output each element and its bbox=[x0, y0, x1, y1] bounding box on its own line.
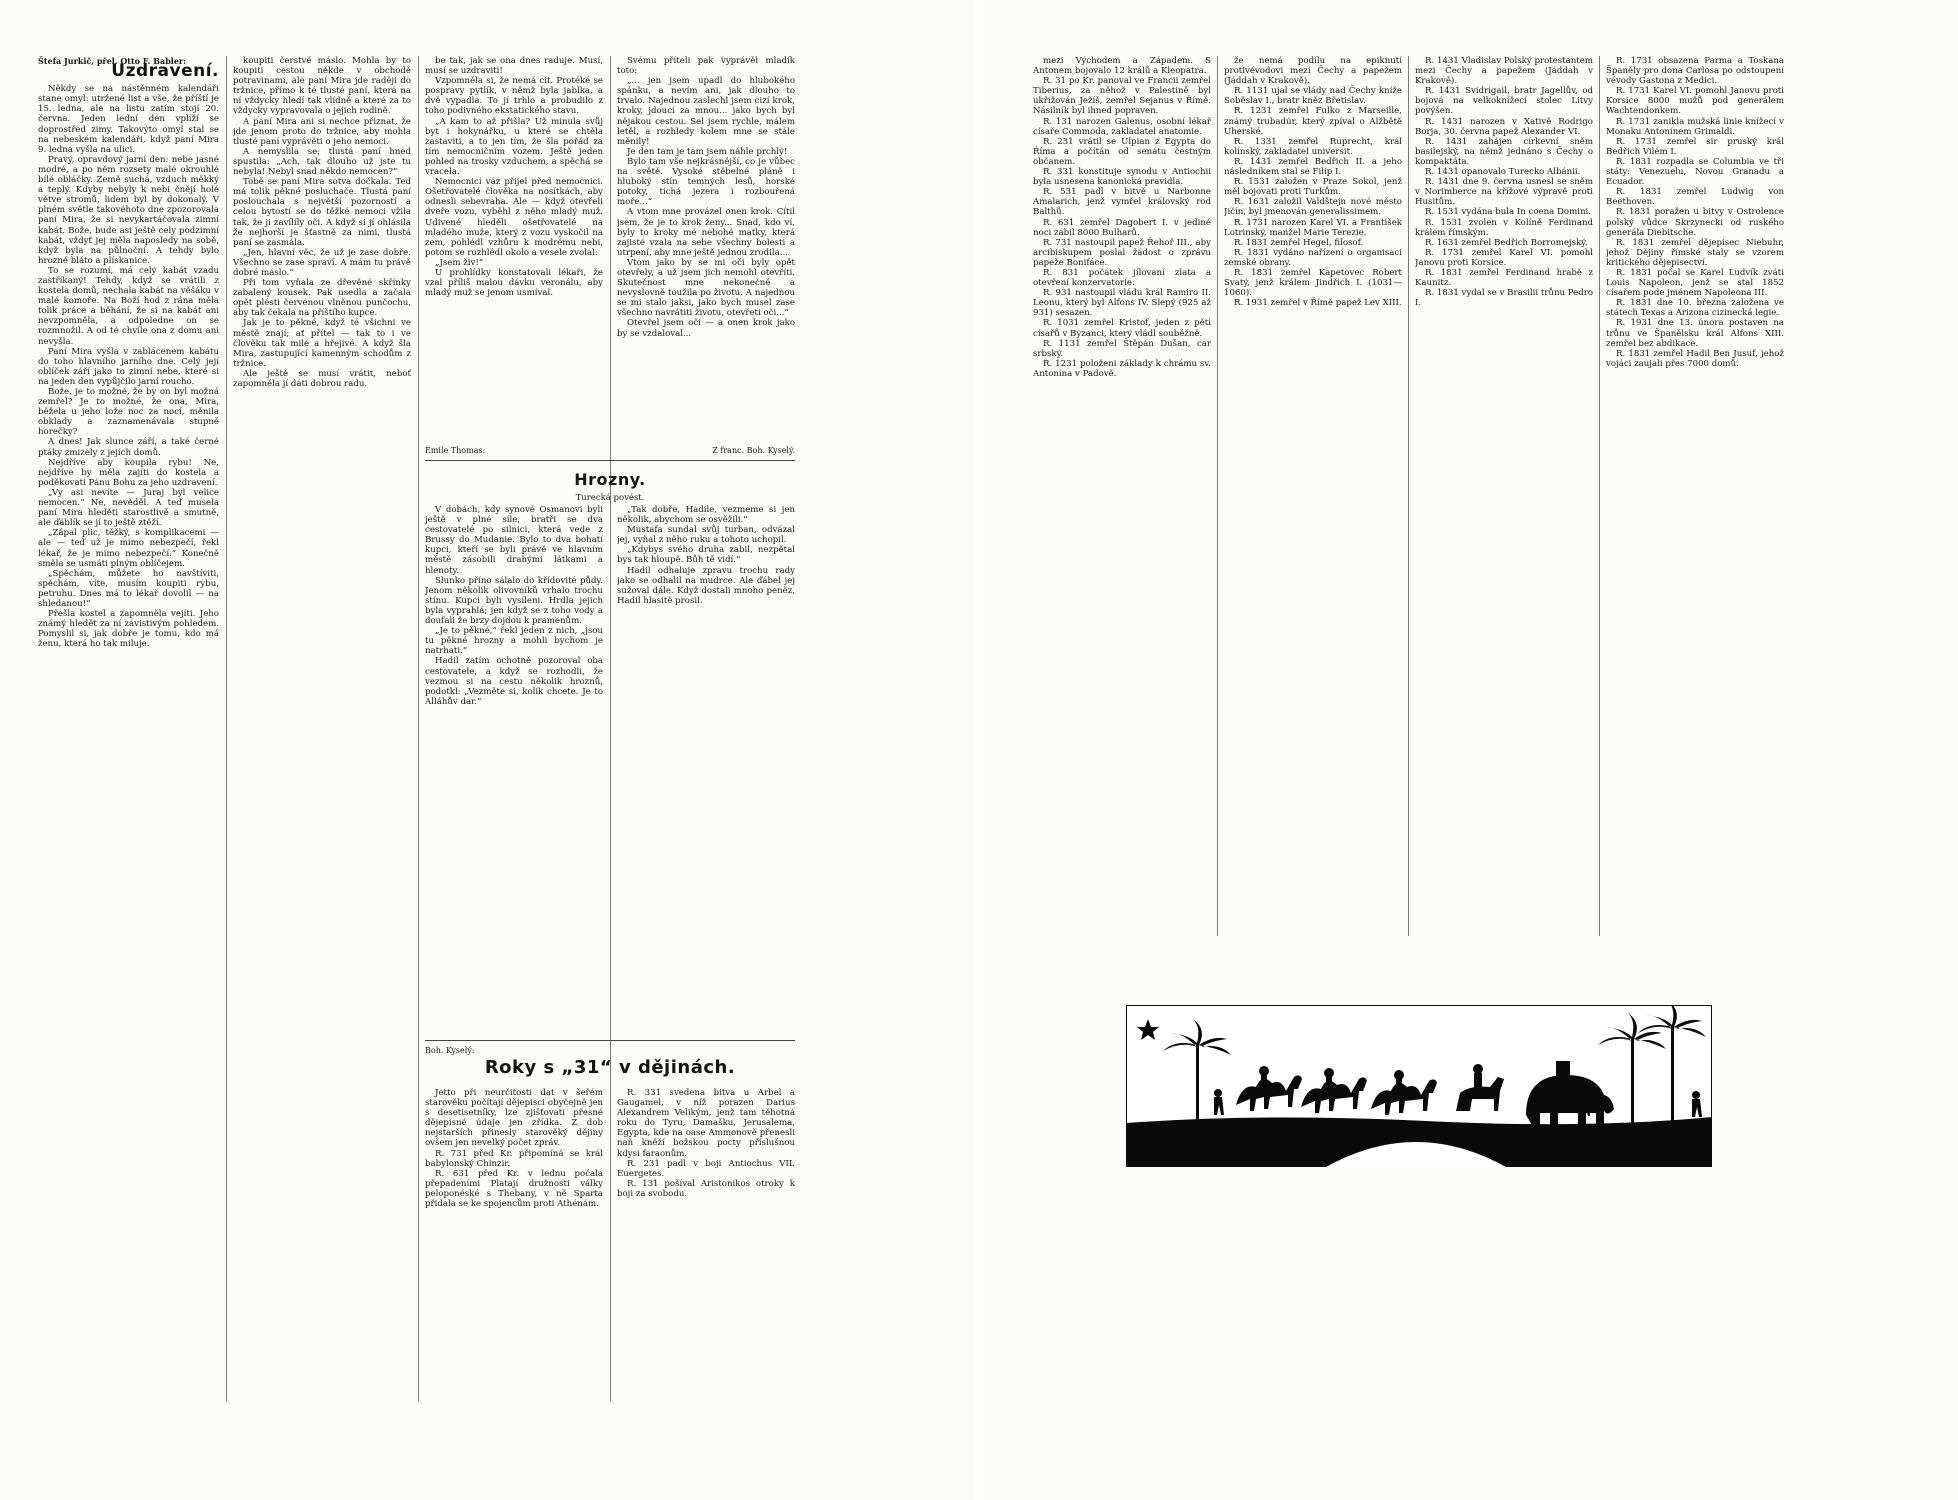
chronology-entry: R. 1831 zemřel Ludwig von Beethoven. bbox=[1606, 187, 1784, 208]
roky-column-a bbox=[425, 1088, 603, 1408]
column-4-top bbox=[617, 56, 795, 441]
paragraph: Vzpomněla si, že nemá cit. Protéké se pospravy pytlík, v němž byla jablka, a dvě vypadla. To jí trhlo a probudilo z toho podivného ekstatického stavu. bbox=[425, 76, 603, 117]
chronology-entry: R. 1831 zemřel Kapetovec Robert Svatý, jenž králem Jindřich I. (1031—1060). bbox=[1224, 267, 1402, 299]
chronology-entry: R. 1731 narozen Karel VI. a František Lotrinský, manžel Marie Terezie. bbox=[1224, 217, 1402, 238]
chronology-entry: R. 1331 zemřel Ruprecht, král kolínský, zakladatel universit. bbox=[1224, 136, 1402, 157]
chronology-entry: mezi Východem a Západem. S Antonem bojovalo 12 králů a Kleopatra. bbox=[1033, 56, 1211, 77]
paragraph: Jetto při neurčitosti dat v šeřém starověku počítají dějepisci obyčejně jen s desetisetníky, lze zjišťovati přesné dějepisné údaje jen zřídka. Z dob nejstarších přinesly starověký dějiny ovšem jen nevelký počet zpráv. bbox=[425, 1088, 603, 1149]
chronology-entry: R. 1631 zemřel Bedřich Borromejský. bbox=[1425, 237, 1588, 248]
paragraph: „A kam to až přišla? Už minula svůj byt i hokynářku, u které se chtěla zastaviti, a to jen tím, že šla pořád za tím nemocničním vozem. Ještě jeden pohled na trosky vzduchem, a spěchá se vracela. bbox=[425, 116, 603, 178]
chronology-entry: R. 1831 vydal se v Brasilii trůnu Pedro I. bbox=[1415, 288, 1593, 309]
paragraph: Mustafa sundal svůj turban, odvázal jej, vyňal z něho ruku a tohoto uchopil. bbox=[617, 525, 795, 546]
chronology-column-3 bbox=[1415, 56, 1593, 956]
chronology-entry: R. 1831 počal se Karel Ludvík zváti Louis Napoleon, jenž se stal 1852 císařem pode jménem Napoleona III. bbox=[1606, 267, 1784, 299]
paragraph: „Je to pěkné,“ řekl jeden z nich, „jsou tu pěkné hrozny a mohli bychom je natrhati.“ bbox=[425, 626, 603, 657]
column-divider bbox=[1599, 56, 1600, 936]
paragraph: Otevřel jsem oči — a onen krok jako by se vzdaloval... bbox=[617, 318, 795, 339]
chronology-entry: R. 1831 rozpadla se Columbia ve tři státy: Venezuelu, Novou Granadu a Ecuador. bbox=[1606, 156, 1784, 188]
chronology-entry: R. 1731 Karel VI. pomohl Janovu proti Korsice 8000 mužů pod generálem Wachtendonkem. bbox=[1606, 86, 1784, 117]
paragraph: To se rozumí, má celý kabát vzadu zastříkaný! Tehdy, když se vrátili z kostela domů, nechala kabát na věšáku v malé komoře. Na Boží hod z rána měla tolik práce a běhání, že si na kabát ani nevzpomněla, a odpoledne on se rozmnožil. A od té chvíle ona z domu ani nevyšla. bbox=[38, 265, 219, 347]
chronology-entry: R. 1431 zahájen církevní sněm basilejský, na němž jednáno s Čechy o kompaktáta. bbox=[1415, 136, 1593, 167]
chronology-entry: R. 1831 zemřel Hegel, filosof. bbox=[1234, 237, 1364, 248]
chronology-entry: R. 1831 dne 10. března založena ve státech Texas a Arizona cizinecká legie. bbox=[1606, 298, 1784, 319]
chronology-entry: R. 931 nastoupil vládu král Ramiro II. Leonu, který byl Alfons IV. Slepý (925 až 931) sesazen. bbox=[1033, 288, 1211, 319]
chronology-entry: R. 231 vrátil se Ulpian z Egypta do Říma a počítán od senátu čestným občanem. bbox=[1033, 136, 1211, 167]
silhouette-illustration bbox=[1126, 1005, 1712, 1167]
chronology-entry: R. 1531 zvolen v Kolíně Ferdinand králem římským. bbox=[1415, 217, 1593, 238]
paragraph: Bože, je to možné, že by on byl možná zemřel? Je to možné, že ona, Mira, běžela u jeho lože noc za nocí, měnila obklady a zaznamenávala stupně horečky? bbox=[38, 387, 219, 438]
paragraph: V dobách, kdy synové Osmanovi byli ještě v plné síle, bratři se dva cestovatelé po silnici, která vede z Brussy do Mudanie. Bylo to dva bohatí kupci, kteří se byli právě ve hlavním městě zásobili drahými látkami a hlenoty. bbox=[425, 505, 603, 576]
chronology-entry: R. 1531 založen v Praze Sokol, jenž měl bojovati proti Turkům. bbox=[1224, 177, 1402, 198]
paragraph: Slunko příno sálalo do křídovité půdy. Jenom několik olivovníků vrhalo trochu stínu. Kupci byli vysíleni. Hrdla jejich byla vyprahlá; jen když se z toho vody a doufali že brzy dojdou k pramenům. bbox=[425, 575, 603, 627]
paragraph: Bylo tam vše nejkrásnější, co je vůbec na světě. Vysoké stěbelné pláně i hluboký stín temných lesů, horské potoky, tichá jezera i rozbouřená moře...“ bbox=[617, 156, 795, 208]
paragraph: A vtom mne provázel onen krok. Cítil jsem, že je to krok ženy... Snad, kdo ví, byly to kroky mé nebohé matky, která zajisté vzala na sebe všechny bolesti a utrpení, aby mne ještě jednou zrodila... bbox=[617, 207, 795, 258]
paragraph: Svému příteli pak vyprávěl mladík toto: bbox=[617, 56, 795, 77]
paragraph: „Tak dobře, Hadile, vezmeme si jen několik, abychom se osvěžili.“ bbox=[617, 505, 795, 526]
chronology-entry: R. 1631 založil Valdštejn nové město Jičín, byl jmenován generalissimem. bbox=[1224, 197, 1402, 218]
chronology-entry: R. 731 nastoupil papež Řehoř III., aby arcibiskupem poslal žádost o zprávu papeže Bonifáce. bbox=[1033, 237, 1211, 268]
chronology-entry: R. 1931 dne 13. února postaven na trůnu ve Španělsku král Alfons XIII. zemřel bez abdikace. bbox=[1606, 318, 1784, 349]
chronology-entry: že nemá podílu na epiknutí protivévodovi mezi Čechy a papežem (Jáddah v Krakově). bbox=[1224, 56, 1402, 87]
column-divider bbox=[610, 56, 611, 1401]
paragraph: R. 731 před Kr. připomíná se král babylonský Chinzir. bbox=[425, 1148, 603, 1169]
story-subtitle: Turecká povést. bbox=[575, 493, 645, 503]
chronology-entry: R. 1431 Svidrigail, bratr Jagellův, od bojová na velkoknížecí stolec Litvy povýšen. bbox=[1415, 86, 1593, 117]
chronology-column-4 bbox=[1606, 56, 1784, 956]
chronology-entry: R. 1731 zemřel Karel VI. pomohl Janovu proti Korsice. bbox=[1415, 247, 1593, 268]
paragraph: „Zápal plic, těžký, s komplikacemi — ale — teď už je mimo nebezpečí, řekl lékař, že je mimo nebezpečí.“ Konečně směla se usmáti plným oblíčejem. bbox=[38, 528, 219, 569]
chronology-entry: R. 31 po Kr. panoval ve Francii zemřel Tiberius, za něhož v Palestině byl ukřižován Ježíš, zemřel Sejanus v Římě. Násilník byl ihned popraven. bbox=[1033, 76, 1211, 117]
chronology-entry: R. 131 narozen Galenus, osobní lékař císaře Commoda, zakladatel anatomie. bbox=[1033, 116, 1211, 137]
hrozny-column-b bbox=[617, 505, 795, 925]
right-newspaper-page bbox=[983, 0, 1958, 1500]
chronology-entry: R. 1431 zemřel Bedřich II. a jeho následníkem stal se Filip I. bbox=[1224, 156, 1402, 178]
paragraph: „Jen, hlavní věc, že už je zase dobře. Všechno se zase spraví. A mám tu právě dobré máslo.“ bbox=[233, 247, 411, 278]
chronology-entry: R. 1831 vydáno nařízení o organisaci zemské obrany. bbox=[1224, 247, 1402, 268]
paragraph: Je den tam je tam jsem náhle prchlý! bbox=[627, 146, 788, 157]
column-divider bbox=[418, 56, 419, 1401]
roky-heading-block bbox=[425, 1046, 795, 1082]
chronology-entry: R. 1831 zemřel dějepisec Niebuhr, jehož Dějiny římské staly se vzorem kritického dějepisectví. bbox=[1606, 237, 1784, 268]
chronology-entry: R. 1831 poražen u bitvy v Ostrolence polský vůdce Skrzynecki od ruského generála Diebitsche. bbox=[1606, 207, 1784, 238]
chronology-entry: R. 331 konstituje synodu v Antiochii byla usnesena kanonická pravidla. bbox=[1033, 167, 1211, 188]
paragraph: Vtom jako by se mi oči byly opět otevřely, a už jsem jich nemohl otevříti. Skutečnost mne nekonečně a nevyslovně toužila po životu. A najednou se mi stalo jaksi, jako bych musel zase všechno navrátiti životu, otevřeti oči...“ bbox=[617, 257, 795, 319]
paragraph: R. 331 svedena bitva u Arbel a Gaugamel, v níž porazen Darius Alexandrem Velikým, jenž tam těhotná roku do Tyru, Damašku, Jerusalema, Egypta, kde na oase Ammonově přenesli naň kněží božskou pocty příslušnou kdysi faraonům. bbox=[617, 1088, 795, 1159]
chronology-entry: R. 1831 zemřel Ferdinand hrabě z Kaunitz. bbox=[1415, 267, 1593, 289]
section-rule bbox=[425, 460, 795, 461]
chronology-entry: R. 1731 zemřel sir pruský král Bedřich Vilém I. bbox=[1606, 136, 1784, 157]
chronology-entry: R. 1431 narozen v Xativě Rodrigo Borja, 30. června papež Alexander VI. bbox=[1415, 116, 1593, 137]
chronology-entry: R. 1031 zemřel Kristof, jeden z pěti císařů v Byzanci, který vládl souběžně. bbox=[1033, 318, 1211, 339]
translator-name: Z franc. Boh. Kyselý. bbox=[712, 446, 795, 455]
paragraph: Přešla kostel a zapomněla vejíti. Jeho známý hledět za ní závistivým pohledem. Pomyslil si, jak dobře je tomu, kdo má ženu, která ho tak miluje. bbox=[38, 609, 219, 650]
chronology-entry: R. 1231 zemřel Fulko z Marseille, známý trubadúr, který zpíval o Alžbětě Uherské. bbox=[1224, 106, 1402, 137]
paragraph: R. 631 před Kr. v lednu počala přepadeními Platají družnosti války peloponéské s Thebany, v ně Sparta přidala se ke spojencům proti Athénám. bbox=[425, 1168, 603, 1210]
paragraph: „... jen jsem upadl do hlubokého spánku, a nevím ani, jak dlouho to trvalo. Najednou zaslechl jsem cizí krok, kroky, jdoucí za mnou... jako bych byl nějakou cestou. Sel jsem rychle, málem letěl, a rozhledy kolem mne se stále měnily! bbox=[617, 76, 795, 147]
story-title-uzdraveni: Uzdravení. bbox=[111, 61, 219, 82]
column-3-top bbox=[425, 56, 603, 441]
chronology-entry: R. 1731 zanikla mužská linie knížecí v Monaku Antonínem Grimaldi. bbox=[1606, 116, 1784, 137]
paragraph: Nemocnicí váz přijel před nemocnici. Ošetřovatelé člověka na nosítkách, aby odnesli sebevraha. Ale — když otevřeli dveře vozu, vyběhl z něho mladý muž. Udivené hleděli ošetřovatelé na mladého muže, který z vozu vyskočil na zem, pohlédl vzhůru k modrému nebi, potom se rozhlédl okolo a vesele zvolal: bbox=[425, 177, 603, 258]
column-2 bbox=[233, 56, 411, 389]
byline: Boh. Kyselý: bbox=[425, 1046, 475, 1055]
column-divider bbox=[1217, 56, 1218, 936]
chronology-entry: R. 1131 ujal se vlády nad Čechy kníže Soběslav I., bratr kněz Břetislav. bbox=[1224, 86, 1402, 107]
column-divider bbox=[1408, 56, 1409, 936]
story-title-hrozny: Hrozny. bbox=[574, 470, 646, 489]
chronology-column-1 bbox=[1033, 56, 1211, 956]
paragraph: „Jsem živ!“ bbox=[435, 257, 484, 268]
hrozny-column-a bbox=[425, 505, 603, 925]
paragraph: Jak je to pěkné, když té všichni ve městě znají; ať přítel — tak to i ve člověku tak milé a hřejivé. A když šla Mira, zastupující kamenným schodům z tržnice. bbox=[233, 318, 411, 369]
chronology-entry: R. 1431 dne 9. června usnesl se sněm v Norimberce na křížové výpravě proti Husitům. bbox=[1415, 177, 1593, 208]
paragraph: A dnes! Jak slunce září, a také černé ptáky zmizely z jejích domů. bbox=[38, 437, 219, 458]
section-rule bbox=[425, 1040, 795, 1041]
paragraph: Ale ještě se musí vrátit, neboť zapomněla jí dáti dobrou radu. bbox=[233, 368, 411, 389]
paragraph: „Vy asi nevíte — Juraj byl velice nemocen.“ Ne, nevěděl. A teď musela paní Mira hleděti starostlivě a smutně, ale ďáblík se jí to ještě ztěží. bbox=[38, 487, 219, 529]
paragraph: Někdy se na nástěnném kalendáři stane omyl: utržené list a vše, že příští je 15. ledna, ale na listu zatím stojí 20. června. Jeden lední den vplíží se doprostřed zimy. Takovýto omyl stal se na nebeském kalendáři, když paní Mira 9. ledna vyšla na ulici. bbox=[38, 84, 219, 155]
chronology-entry: R. 1831 zemřel Hadil Ben Jusuf, jehož vojáci zaujali přes 7000 domů. bbox=[1606, 348, 1784, 369]
paragraph: „Spěchám, můžete ho navštíviti, spěchám, víte, musím koupiti rybu, petruhu. Dnes má to lékař dovolil — na shledanou!“ bbox=[38, 568, 219, 609]
paragraph: Při tom vyňala ze dřevěné skřínky zabalený kousek. Pak usedla a začala opět plésti červenou vlněnou punčochu, aby tak čekala na příštího kupce. bbox=[233, 278, 411, 319]
column-divider bbox=[226, 56, 227, 1401]
paragraph: Pravý, opravdový jarní den: nebe jasné modré, a po něm rozsety malé okrouhlé bílé obláčky. Země suchá, vzduch měkký a teplý. Kdyby nebyly k nebi čnějí holé větve stromů, lidem byl by dokonalý. V plném světle takovéhoto dne zpozorovala paní Mira, že si nevykartáčovala zimní kabát. Bože, bude asi ještě cely podzimní kabát, vždyť jej měla naposledy na sobě, když byla na půlnoční. A tehdy bylo hrozné bláto a plískanice. bbox=[38, 154, 219, 266]
author-name: Emile Thomas: bbox=[425, 446, 486, 455]
paragraph: Nejdříve aby koupila rybu! Ne, nejdříve by měla zajíti do kostela a poděkovati Pánu Bohu za jeho uzdravení. bbox=[38, 457, 219, 488]
chronology-column-2 bbox=[1224, 56, 1402, 956]
roky-column-b bbox=[617, 1088, 795, 1408]
paragraph: Tobě se paní Mira sotva dočkala. Teď má tolik pěkné posluchače. Tlustá paní poslouchala s největší pozorností a celou bytostí se do těžké nemoci vžila tak, že ji zavílíly oči. A když si jí ohlásila že nejhorší je šťastně za nimi, tlustá paní se zasmála. bbox=[233, 177, 411, 248]
left-newspaper-page bbox=[0, 0, 975, 1500]
chronology-entry: R. 831 počátek jílovaní zlata a otevření konzervatorie. bbox=[1033, 267, 1211, 289]
chronology-entry: R. 1131 zemřel Štěpán Dušan, car srbský. bbox=[1033, 338, 1211, 359]
chronology-entry: R. 1931 zemřel v Římě papež Lev XIII. bbox=[1234, 298, 1402, 309]
paragraph: A nemyslila se; tlustá paní hned spustila: „Ach, tak dlouho už jste tu nebyla! Nebyl snad někdo nemocen?“ bbox=[233, 146, 411, 178]
chronology-entry: R. 631 zemřel Dagobert I. v jediné noci zabil 8000 Bulharů. bbox=[1033, 217, 1211, 238]
paragraph: A paní Mira ani si nechce přiznat, že jde jenom proto do tržnice, aby mohla tlusté paní vyprávěti o jeho nemoci. bbox=[233, 116, 411, 147]
chronology-entry: R. 531 padl v bitvě u Narbonne Amalarich, jenž vymřel královský rod Balthů. bbox=[1033, 187, 1211, 218]
chronology-entry: R. 1531 vydána bula In coena Domini. bbox=[1425, 207, 1592, 218]
paragraph: R. 131 pošíval Aristonikos otroky k boji za svobodu. bbox=[617, 1178, 795, 1199]
paragraph: „Kdybys svého druha zabil, nezpětal bys tak hloupě. Bůh tě vidí.“ bbox=[617, 545, 795, 566]
chronology-entry: R. 1431 opanovalo Turecko Albánii. bbox=[1425, 167, 1581, 178]
paragraph: U prohlídky konstatovali lékaři, že vzal příliš malou dávku veronálu, aby mladý muž se jenom usmíval. bbox=[425, 267, 603, 299]
chronology-entry: R. 1231 položeni základy k chrámu sv. Antonína v Padově. bbox=[1033, 358, 1211, 379]
byline: Štefa Jurkič, přel. Otto F. Babler: bbox=[38, 56, 187, 66]
paragraph: Hadil odhaluje zpravu trochu rady jako se odhalil na mudrce. Ale ďábel jej sužoval dále. Když dostali mnoho peněz, Hadil hlasitě prosil. bbox=[617, 565, 795, 606]
column-1 bbox=[38, 56, 219, 649]
story-title-roky: Roky s „31“ v dějinách. bbox=[484, 1057, 736, 1078]
paragraph: Paní Mira vyšla v zablácenem kabátu do toho hlavního jarního dne. Celý její oblíček září jako to zimní nebe, které si na jeden den vypůjčilo jarní roucho. bbox=[38, 346, 219, 387]
chronology-entry: R. 1431 Vladislav Polský protestantem mezi Čechy a papežem (Jáddah v Krakově). bbox=[1415, 56, 1593, 87]
story-heading-block bbox=[425, 468, 795, 507]
paragraph: Hadil zatím ochotně pozoroval oba cestovatele, a když se rozhodli, že vezmou si na cestu několik hroznů, podotkl: „Vezměte si, kolik chcete. Je to Alláhův dar.“ bbox=[425, 656, 603, 707]
paragraph: be tak, jak se ona dnes raduje. Musí, musí se uzdraviti! bbox=[425, 56, 603, 77]
chronology-entry: R. 1731 obsazena Parma a Toskana Španěly pro dona Carlosa po odstoupení vévody Gastona z Medici. bbox=[1606, 56, 1784, 87]
page-gutter bbox=[975, 0, 983, 1500]
paragraph: R. 231 padl v boji Antiochus VII. Euergetes. bbox=[617, 1158, 795, 1179]
story-signature bbox=[425, 446, 795, 455]
paragraph: koupiti čerstvé máslo. Mohla by to koupiti cestou někde v obchodě potravinami, ale paní Mira jde raději do tržnice, přímo k té tlusté paní, která na ní vždycky hledí tak vlídně a které za to vždycky vypravovala o jejich rodině. bbox=[233, 56, 411, 117]
